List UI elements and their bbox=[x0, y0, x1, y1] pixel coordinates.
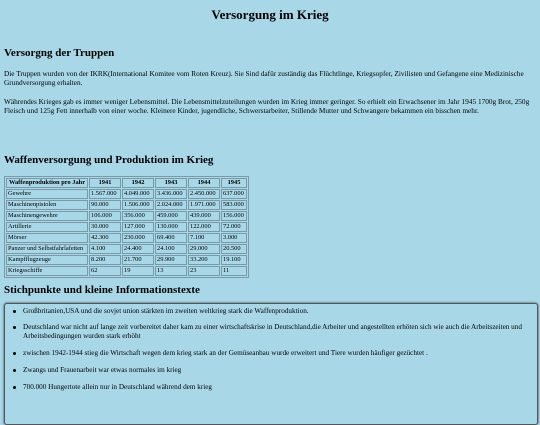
table-cell: 106.000 bbox=[89, 211, 121, 221]
table-cell: 42.300 bbox=[89, 233, 121, 243]
table-row bbox=[6, 244, 247, 254]
table-cell: Mörser bbox=[6, 233, 88, 243]
list-item-text: Großbritanien,USA und die sovjet union stärkten im zweiten weltkrieg stark die Waffenproduktion. bbox=[23, 307, 309, 315]
table-cell: 230.000 bbox=[122, 233, 154, 243]
section-heading-truppen: Versorgng der Truppen bbox=[4, 47, 115, 59]
table-cell: 19.100 bbox=[221, 255, 247, 265]
table-cell: 439.000 bbox=[188, 211, 220, 221]
table-header-row bbox=[6, 178, 247, 188]
table-cell: 21.700 bbox=[122, 255, 154, 265]
table-cell: 23 bbox=[188, 266, 220, 276]
list-item-text: 700.000 Hungertote allein nur in Deutschland während dem krieg bbox=[23, 383, 213, 391]
table-cell: 11 bbox=[221, 266, 247, 276]
table-cell: Gewehre bbox=[6, 189, 88, 199]
table-cell: Artillerie bbox=[6, 222, 88, 232]
table-cell: 4.100 bbox=[89, 244, 121, 254]
table-row bbox=[6, 255, 247, 265]
table-cell: 24.100 bbox=[155, 244, 187, 254]
table-cell: 1.506.000 bbox=[122, 200, 154, 210]
table-cell: 29.900 bbox=[155, 255, 187, 265]
paragraph-lebensmittel: Währendes Krieges gab es immer weniger Lebensmittel. Die Lebensmittelzuteilungen wurden im Krieg immer geringer. So erhielt ein Erwachsener im Jahr 1945 1700g Brot, 250g Fleisch und 125g Fett innerhalb von einer woche. Kleinere Kinder, jugendliche, Schwerstarbeiter, Stillende Mutter und Schwangere bekammen ein bisschen mehr. bbox=[4, 97, 530, 115]
table-cell: 1.567.000 bbox=[89, 189, 121, 199]
table-cell: 637.000 bbox=[221, 189, 247, 199]
table-cell: 2.024.000 bbox=[155, 200, 187, 210]
table-cell: 69.400 bbox=[155, 233, 187, 243]
table-cell: 156.000 bbox=[221, 211, 247, 221]
bullet-icon bbox=[13, 352, 16, 355]
table-cell: 62 bbox=[89, 266, 121, 276]
paragraph-ikrk: Die Truppen wurden von der IKRK(International Komitee vom Roten Kreuz). Sie Sind dafür zuständig das Flüchtlinge, Kriegsopfer, Zivilisten und Gefangene eine Medizinische Grundversorgung erhalten. bbox=[4, 69, 524, 87]
table-cell: 24.400 bbox=[122, 244, 154, 254]
table-row bbox=[6, 266, 247, 276]
table-cell: 13 bbox=[155, 266, 187, 276]
table-cell: 130.000 bbox=[155, 222, 187, 232]
table-row bbox=[6, 200, 247, 210]
table-cell: 3.000 bbox=[221, 233, 247, 243]
list-item bbox=[5, 349, 525, 358]
table-cell: 1.971.000 bbox=[188, 200, 220, 210]
list-item bbox=[5, 383, 525, 392]
section-heading-waffenversorgung: Waffenversorgung und Produktion im Krieg bbox=[4, 154, 214, 166]
table-cell: 19 bbox=[122, 266, 154, 276]
bullet-icon bbox=[13, 310, 16, 313]
table-cell: 30.000 bbox=[89, 222, 121, 232]
table-header-cell: 1941 bbox=[89, 178, 121, 188]
table-cell: 29.000 bbox=[188, 244, 220, 254]
table-cell: 33.200 bbox=[188, 255, 220, 265]
table-cell: Maschinengewehre bbox=[6, 211, 88, 221]
bullet-list-box bbox=[4, 303, 538, 425]
production-table bbox=[4, 176, 249, 278]
list-item bbox=[5, 366, 525, 375]
table-cell: Maschinenpistolen bbox=[6, 200, 88, 210]
table-row bbox=[6, 211, 247, 221]
table-row bbox=[6, 222, 247, 232]
table-cell: 127.000 bbox=[122, 222, 154, 232]
table-cell: 20.500 bbox=[221, 244, 247, 254]
section-heading-stichpunkte: Stichpunkte und kleine Informationstexte bbox=[4, 284, 200, 296]
table-cell: Panzer und Selbstfahrlafetten bbox=[6, 244, 88, 254]
bullet-icon bbox=[13, 326, 16, 329]
table-cell: Kampfflugzeuge bbox=[6, 255, 88, 265]
bullet-icon bbox=[13, 386, 16, 389]
bullet-icon bbox=[13, 369, 16, 372]
table-row bbox=[6, 233, 247, 243]
table-header-cell: 1942 bbox=[122, 178, 154, 188]
table-cell: 3.436.000 bbox=[155, 189, 187, 199]
list-item-text: Zwangs und Frauenarbeit war etwas normales im krieg bbox=[23, 366, 182, 374]
table-header-cell: Waffenproduktion pro Jahr bbox=[6, 178, 88, 188]
table-row bbox=[6, 189, 247, 199]
page-title: Versorgung im Krieg bbox=[211, 7, 329, 22]
list-item bbox=[5, 307, 525, 316]
table-cell: 72.000 bbox=[221, 222, 247, 232]
table-cell: 459.000 bbox=[155, 211, 187, 221]
table-cell: 356.000 bbox=[122, 211, 154, 221]
list-item-text: zwischen 1942-1944 stieg die Wirtschaft wegen dem krieg stark an der Gemüseanbau wurde erweitert und Tiere wurden häufiger gezüchtet . bbox=[23, 349, 428, 357]
list-item-text: Deutschland war nicht auf lange zeit vorbereitet daher kam zu einer wirtschaftskrise in Deutschland,die Arbeiter und angestellten erhöten sich wie auch die Arbeitszeiten und Arbeitsbedingungen wurden stark erhöht bbox=[23, 323, 522, 340]
table-cell: Kriegsschiffe bbox=[6, 266, 88, 276]
table-header-cell: 1945 bbox=[221, 178, 247, 188]
table-header-cell: 1944 bbox=[188, 178, 220, 188]
table-cell: 8.200 bbox=[89, 255, 121, 265]
table-cell: 90.000 bbox=[89, 200, 121, 210]
table-cell: 2.450.000 bbox=[188, 189, 220, 199]
table-cell: 122.000 bbox=[188, 222, 220, 232]
table-cell: 583.000 bbox=[221, 200, 247, 210]
table-cell: 7.100 bbox=[188, 233, 220, 243]
list-item bbox=[5, 323, 525, 341]
table-header-cell: 1943 bbox=[155, 178, 187, 188]
table-cell: 4.049.000 bbox=[122, 189, 154, 199]
